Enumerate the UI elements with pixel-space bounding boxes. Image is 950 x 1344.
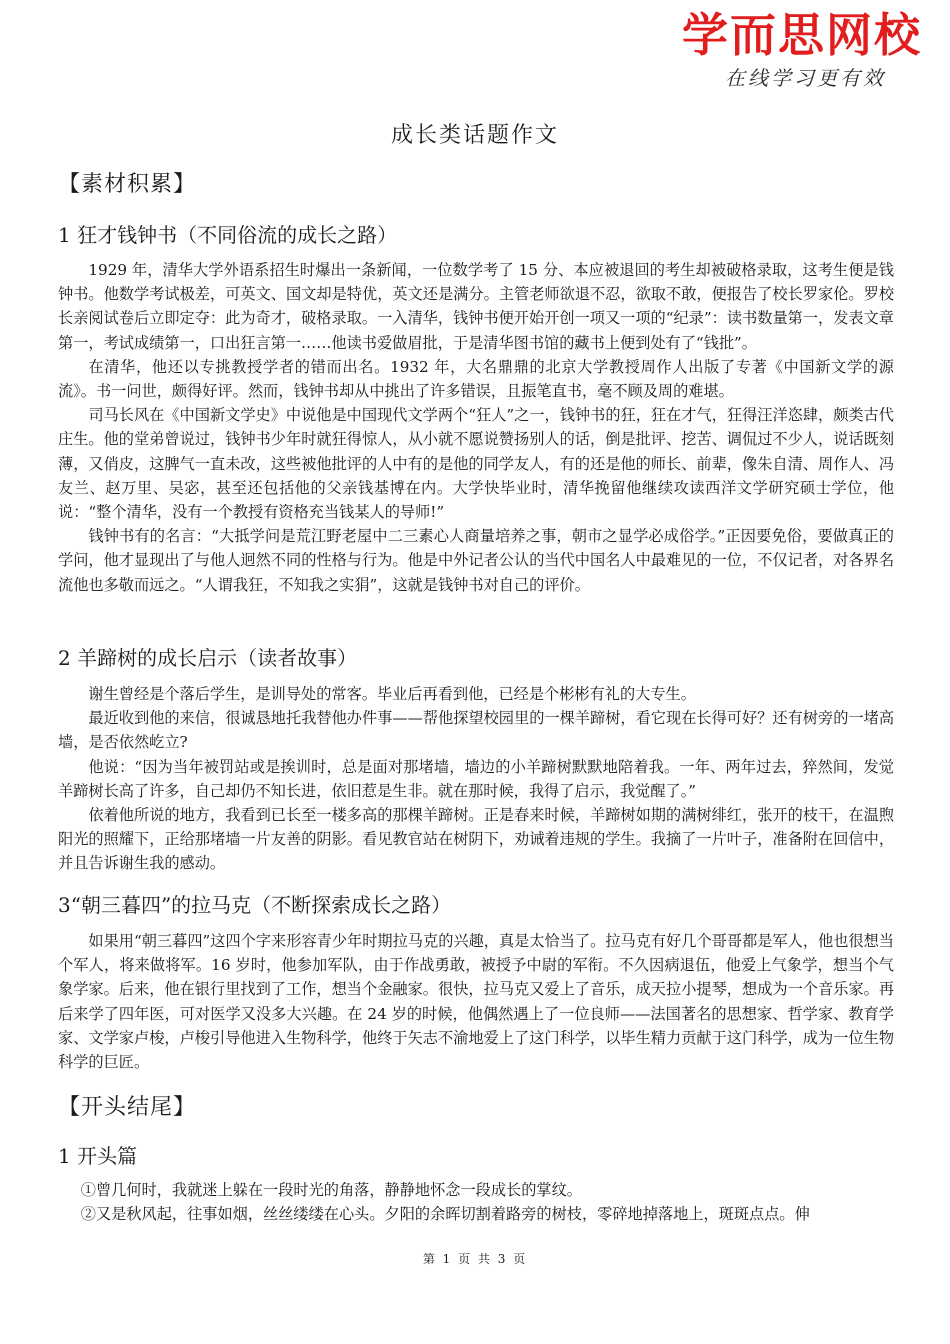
paragraph: 最近收到他的来信，很诚恳地托我替他办件事——帮他探望校园里的一棵羊蹄树，看它现在长得可好？还有树旁的一堵高墙，是否依然屹立? <box>58 709 894 752</box>
section-heading-openings: 【开头结尾】 <box>58 1095 197 1120</box>
paragraph: 司马长风在《中国新文学史》中说他是中国现代文学两个“狂人”之一，钱钟书的狂，狂在才气，狂得汪洋恣肆，颇类古代庄生。他的堂弟曾说过，钱钟书少年时就狂得惊人，从小就不愿说赞扬别人的话，倒是批评、挖苦、调侃过不少人，说话既刻薄，又俏皮，这脾气一直未改，这些被他批评的人中有的是他的同学友人，有的还是他的师长、前辈，像朱自清、周作人、冯友兰、赵万里、吴宓，甚至还包括他的父亲钱基博在内。大学快毕业时，清华挽留他继续攻读西洋文学研究硕士学位，他说：“整个清华，没有一个教授有资格充当钱某人的导师!” <box>58 406 894 522</box>
paragraph: 1929 年，清华大学外语系招生时爆出一条新闻，一位数学考了 15 分、本应被退回的考生却被破格录取，这考生便是钱钟书。他数学考试极差，可英文、国文却是特优，英文还是满分。主管老师欲退不忍，欲取不敢，便报告了校长罗家伦。罗校长亲阅试卷后立即定夺：此为奇才，破格录取。一入清华，钱钟书便开始开创一项又一项的“纪录”：读书数量第一，发表文章第一，考试成绩第一，口出狂言第一……他读书爱做眉批，于是清华图书馆的藏书上便到处有了“钱批”。 <box>58 261 894 352</box>
openings-body <box>58 1178 894 1226</box>
story-body-3 <box>58 929 894 1074</box>
brand-logo <box>680 6 930 90</box>
story-body-1 <box>58 258 894 597</box>
section-heading-materials: 【素材积累】 <box>58 172 197 197</box>
paragraph: 钱钟书有的名言：“大抵学问是荒江野老屋中二三素心人商量培养之事，朝市之显学必成俗学。”正因要免俗，要做真正的学问，他才显现出了与他人迥然不同的性格与行为。他是中外记者公认的当代中国名人中最难见的一位，不仅记者，对各界名流他也多敬而远之。“人谓我狂，不知我之实狷”，这就是钱钟书对自己的评价。 <box>58 527 894 594</box>
brand-name: 学而思网校 <box>682 8 922 62</box>
story-heading-3: 3“朝三暮四”的拉马克（不断探索成长之路） <box>58 893 452 917</box>
story-body-2 <box>58 682 894 876</box>
paragraph: 如果用“朝三暮四”这四个字来形容青少年时期拉马克的兴趣，真是太恰当了。拉马克有好几个哥哥都是军人，他也很想当个军人，将来做将军。16 岁时，他参加军队，由于作战勇敢，被授予中尉的军衔。不久因病退伍，他爱上气象学，想当个气象学家。后来，他在银行里找到了工作，想当个金融家。很快，拉马克又爱上了音乐，成天拉小提琴，想成为一个音乐家。再后来学了四年医，可对医学又没多大兴趣。在 24 岁的时候，他偶然遇上了一位良师——法国著名的思想家、哲学家、教育学家、文学家卢梭，卢梭引导他进入生物科学，他终于矢志不渝地爱上了这门科学，以毕生精力贡献于这门科学，成为一位生物科学的巨匠。 <box>58 932 894 1072</box>
paragraph: 在清华，他还以专挑教授学者的错而出名。1932 年，大名鼎鼎的北京大学教授周作人出版了专著《中国新文学的源流》。书一问世，颇得好评。然而，钱钟书却从中挑出了许多错误，且振笔直书，毫不顾及周的难堪。 <box>58 357 894 401</box>
openings-subheading: 1 开头篇 <box>58 1144 138 1168</box>
paragraph: 依着他所说的地方，我看到已长至一楼多高的那棵羊蹄树。正是春来时候，羊蹄树如期的满树绯红，张开的枝干，在温煦阳光的照耀下，正给那堵墙一片友善的阴影。看见教官站在树阴下，劝诫着违规的学生。我摘了一片叶子，准备附在回信中，并且告诉谢生我的感动。 <box>58 806 894 873</box>
story-heading-1: 1 狂才钱钟书（不同俗流的成长之路） <box>58 223 398 247</box>
paragraph: 谢生曾经是个落后学生，是训导处的常客。毕业后再看到他，已经是个彬彬有礼的大专生。 <box>88 685 696 703</box>
story-heading-2: 2 羊蹄树的成长启示（读者故事） <box>58 646 358 670</box>
document-title: 成长类话题作文 <box>390 123 559 148</box>
page-number: 第 1 页 共 3 页 <box>422 1252 528 1266</box>
paragraph: ②又是秋风起，往事如烟，丝丝缕缕在心头。夕阳的余晖切割着路旁的树枝，零碎地掉落地上，斑斑点点。伸 <box>80 1205 810 1224</box>
paragraph: 他说：“因为当年被罚站或是挨训时，总是面对那堵墙，墙边的小羊蹄树默默地陪着我。一年、两年过去，猝然间，发觉羊蹄树长高了许多，自己却仍不知长进，依旧惹是生非。就在那时候，我得了启示，我觉醒了。” <box>58 757 894 800</box>
brand-slogan: 在线学习更有效 <box>725 66 886 90</box>
paragraph: ①曾几何时，我就迷上躲在一段时光的角落，静静地怀念一段成长的掌纹。 <box>80 1181 582 1199</box>
